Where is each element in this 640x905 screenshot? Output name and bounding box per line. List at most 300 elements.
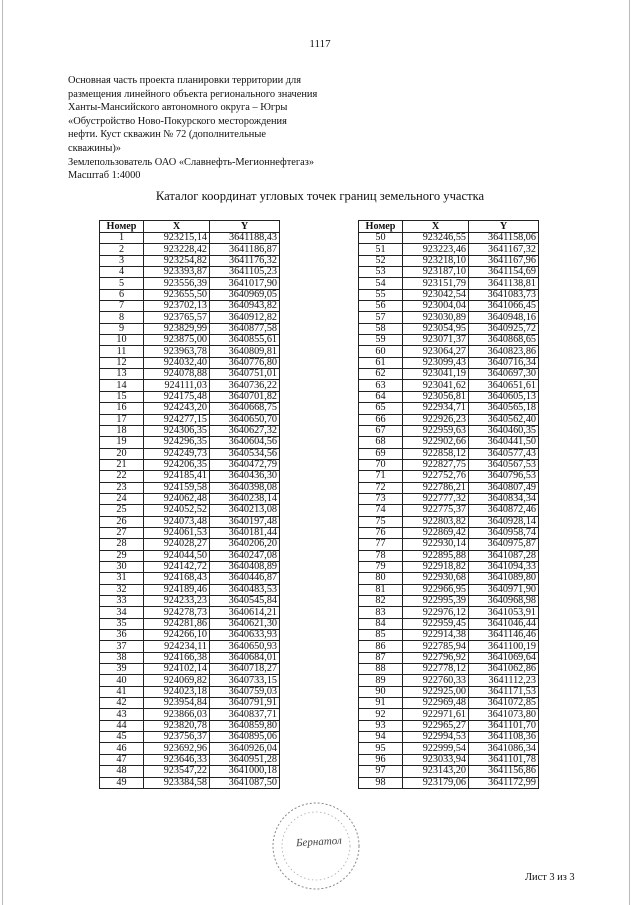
point-number: 80	[359, 573, 403, 584]
coordinate-y: 3640545,84	[210, 596, 280, 607]
coordinate-y: 3641105,23	[210, 267, 280, 278]
point-number: 2	[100, 244, 144, 255]
table-row	[100, 573, 280, 584]
coordinate-x: 923556,39	[144, 278, 210, 289]
coordinate-y: 3640238,14	[210, 493, 280, 504]
point-number: 48	[100, 766, 144, 777]
table-row	[359, 448, 539, 459]
point-number: 65	[359, 403, 403, 414]
coordinate-x: 922786,21	[403, 482, 469, 493]
table-row	[100, 652, 280, 663]
coordinate-y: 3640759,03	[210, 686, 280, 697]
coordinate-y: 3640807,49	[469, 482, 539, 493]
coordinate-y: 3640247,08	[210, 550, 280, 561]
coordinate-x: 924189,46	[144, 584, 210, 595]
coordinate-y: 3641171,53	[469, 686, 539, 697]
table-header-row	[359, 221, 539, 233]
coordinate-y: 3640483,53	[210, 584, 280, 595]
coordinate-y: 3640701,82	[210, 391, 280, 402]
coordinate-x: 923041,19	[403, 369, 469, 380]
coordinate-y: 3640627,32	[210, 425, 280, 436]
coordinate-y: 3640971,90	[469, 584, 539, 595]
coordinate-x: 923041,62	[403, 380, 469, 391]
point-number: 74	[359, 505, 403, 516]
coordinate-y: 3640562,40	[469, 414, 539, 425]
coordinate-x: 922930,14	[403, 539, 469, 550]
coordinate-y: 3640895,06	[210, 732, 280, 743]
coordinate-y: 3640791,91	[210, 698, 280, 709]
coordinate-y: 3641083,73	[469, 289, 539, 300]
coordinate-x: 924062,48	[144, 493, 210, 504]
coordinate-y: 3640776,80	[210, 357, 280, 368]
table-row	[359, 380, 539, 391]
coordinate-y: 3641101,78	[469, 754, 539, 765]
table-row	[359, 278, 539, 289]
coordinate-y: 3640534,56	[210, 448, 280, 459]
point-number: 7	[100, 301, 144, 312]
table-row	[100, 335, 280, 346]
coordinate-x: 924023,18	[144, 686, 210, 697]
point-number: 38	[100, 652, 144, 663]
coordinate-x: 924185,41	[144, 471, 210, 482]
coordinate-y: 3641046,44	[469, 618, 539, 629]
point-number: 6	[100, 289, 144, 300]
coordinate-y: 3640834,34	[469, 493, 539, 504]
coordinate-x: 923042,54	[403, 289, 469, 300]
coordinate-x: 923254,82	[144, 255, 210, 266]
table-row	[359, 369, 539, 380]
coordinate-y: 3641146,46	[469, 630, 539, 641]
coordinate-y: 3641094,33	[469, 561, 539, 572]
point-number: 12	[100, 357, 144, 368]
coordinate-y: 3641101,70	[469, 720, 539, 731]
table-row	[100, 493, 280, 504]
coordinate-x: 924102,14	[144, 664, 210, 675]
coordinates-table-left	[99, 220, 280, 789]
coordinate-y: 3641089,80	[469, 573, 539, 584]
point-number: 63	[359, 380, 403, 391]
point-number: 9	[100, 323, 144, 334]
coordinate-y: 3640868,65	[469, 335, 539, 346]
coordinate-y: 3640877,58	[210, 323, 280, 334]
coordinate-y: 3640912,82	[210, 312, 280, 323]
point-number: 88	[359, 664, 403, 675]
point-number: 20	[100, 448, 144, 459]
point-number: 95	[359, 743, 403, 754]
table-row	[100, 278, 280, 289]
point-number: 31	[100, 573, 144, 584]
table-row	[359, 391, 539, 402]
coordinate-x: 923820,78	[144, 720, 210, 731]
coordinate-y: 3641186,87	[210, 244, 280, 255]
coordinate-x: 923692,96	[144, 743, 210, 754]
point-number: 82	[359, 596, 403, 607]
coordinate-y: 3640716,34	[469, 357, 539, 368]
point-number: 79	[359, 561, 403, 572]
table-row	[359, 732, 539, 743]
coordinate-x: 924044,50	[144, 550, 210, 561]
point-number: 18	[100, 425, 144, 436]
point-number: 71	[359, 471, 403, 482]
coordinate-y: 3640809,81	[210, 346, 280, 357]
table-row	[100, 539, 280, 550]
table-row	[359, 618, 539, 629]
table-row	[100, 777, 280, 788]
point-number: 97	[359, 766, 403, 777]
coordinate-x: 922796,92	[403, 652, 469, 663]
point-number: 29	[100, 550, 144, 561]
point-number: 58	[359, 323, 403, 334]
point-number: 8	[100, 312, 144, 323]
table-row	[100, 607, 280, 618]
coordinate-x: 922926,23	[403, 414, 469, 425]
point-number: 55	[359, 289, 403, 300]
coordinate-y: 3641188,43	[210, 233, 280, 244]
page-number: 1117	[309, 38, 331, 50]
coordinate-x: 924166,38	[144, 652, 210, 663]
point-number: 70	[359, 459, 403, 470]
coordinate-y: 3640968,98	[469, 596, 539, 607]
point-number: 78	[359, 550, 403, 561]
coordinate-x: 924052,52	[144, 505, 210, 516]
point-number: 87	[359, 652, 403, 663]
coordinate-x: 922930,68	[403, 573, 469, 584]
coordinate-y: 3640650,93	[210, 641, 280, 652]
coordinate-y: 3641086,34	[469, 743, 539, 754]
point-number: 61	[359, 357, 403, 368]
coordinate-x: 923056,81	[403, 391, 469, 402]
table-row	[100, 482, 280, 493]
point-number: 56	[359, 301, 403, 312]
coordinate-y: 3641176,32	[210, 255, 280, 266]
column-header-number: Номер	[359, 221, 403, 233]
coordinate-x: 922803,82	[403, 516, 469, 527]
coordinate-x: 923151,79	[403, 278, 469, 289]
point-number: 73	[359, 493, 403, 504]
coordinate-x: 922827,75	[403, 459, 469, 470]
header-line: размещения линейного объекта регионального значения	[68, 88, 318, 100]
point-number: 59	[359, 335, 403, 346]
point-number: 43	[100, 709, 144, 720]
point-number: 40	[100, 675, 144, 686]
coordinate-x: 922995,39	[403, 596, 469, 607]
table-row	[359, 664, 539, 675]
point-number: 47	[100, 754, 144, 765]
coordinate-x: 923646,33	[144, 754, 210, 765]
table-row	[359, 596, 539, 607]
point-number: 92	[359, 709, 403, 720]
coordinate-y: 3641062,86	[469, 664, 539, 675]
coordinate-y: 3640668,75	[210, 403, 280, 414]
coordinate-y: 3640213,08	[210, 505, 280, 516]
table-row	[100, 664, 280, 675]
table-row	[359, 357, 539, 368]
table-row	[100, 686, 280, 697]
table-row	[100, 754, 280, 765]
coordinate-y: 3640855,61	[210, 335, 280, 346]
coordinate-x: 922999,54	[403, 743, 469, 754]
coordinate-x: 923143,20	[403, 766, 469, 777]
table-row	[359, 505, 539, 516]
coordinate-y: 3640621,30	[210, 618, 280, 629]
table-row	[359, 233, 539, 244]
table-row	[100, 403, 280, 414]
point-number: 15	[100, 391, 144, 402]
coordinate-x: 924028,27	[144, 539, 210, 550]
column-header-number: Номер	[100, 221, 144, 233]
coordinate-y: 3640958,74	[469, 527, 539, 538]
coordinate-y: 3641087,28	[469, 550, 539, 561]
point-number: 13	[100, 369, 144, 380]
coordinate-x: 924296,35	[144, 437, 210, 448]
point-number: 10	[100, 335, 144, 346]
coordinate-x: 922777,32	[403, 493, 469, 504]
coordinate-x: 922785,94	[403, 641, 469, 652]
coordinate-x: 924233,23	[144, 596, 210, 607]
coordinate-y: 3640605,13	[469, 391, 539, 402]
coordinate-x: 923393,87	[144, 267, 210, 278]
coordinate-y: 3641053,91	[469, 607, 539, 618]
table-row	[100, 425, 280, 436]
point-number: 4	[100, 267, 144, 278]
coordinate-y: 3641156,86	[469, 766, 539, 777]
table-row	[100, 323, 280, 334]
point-number: 85	[359, 630, 403, 641]
point-number: 5	[100, 278, 144, 289]
coordinate-x: 924159,58	[144, 482, 210, 493]
coordinate-x: 924168,43	[144, 573, 210, 584]
point-number: 11	[100, 346, 144, 357]
coordinate-y: 3640837,71	[210, 709, 280, 720]
table-row	[100, 766, 280, 777]
table-row	[359, 777, 539, 788]
coordinate-x: 923071,37	[403, 335, 469, 346]
table-row	[359, 709, 539, 720]
coordinate-x: 923246,55	[403, 233, 469, 244]
table-row	[359, 584, 539, 595]
coordinate-y: 3641158,06	[469, 233, 539, 244]
coordinate-x: 923866,03	[144, 709, 210, 720]
table-row	[100, 346, 280, 357]
coordinate-y: 3641073,80	[469, 709, 539, 720]
point-number: 26	[100, 516, 144, 527]
table-row	[100, 618, 280, 629]
coordinate-y: 3640577,43	[469, 448, 539, 459]
coordinate-x: 924175,48	[144, 391, 210, 402]
point-number: 81	[359, 584, 403, 595]
coordinate-x: 923099,43	[403, 357, 469, 368]
table-row	[359, 471, 539, 482]
point-number: 3	[100, 255, 144, 266]
coordinate-y: 3641172,99	[469, 777, 539, 788]
point-number: 37	[100, 641, 144, 652]
table-row	[359, 312, 539, 323]
point-number: 36	[100, 630, 144, 641]
coordinate-y: 3640614,21	[210, 607, 280, 618]
point-number: 22	[100, 471, 144, 482]
coordinate-x: 922775,37	[403, 505, 469, 516]
coordinate-x: 922895,88	[403, 550, 469, 561]
point-number: 50	[359, 233, 403, 244]
coordinate-y: 3640859,80	[210, 720, 280, 731]
coordinate-x: 923702,13	[144, 301, 210, 312]
coordinate-x: 924243,20	[144, 403, 210, 414]
left-page-edge	[2, 0, 3, 905]
table-row	[359, 244, 539, 255]
table-row	[359, 493, 539, 504]
coordinate-x: 923829,99	[144, 323, 210, 334]
coordinate-x: 924306,35	[144, 425, 210, 436]
header-line: нефти. Куст скважин № 72 (дополнительные	[68, 129, 266, 141]
table-row	[100, 596, 280, 607]
table-row	[359, 652, 539, 663]
coordinate-y: 3641069,64	[469, 652, 539, 663]
coordinate-x: 923765,57	[144, 312, 210, 323]
coordinate-y: 3640951,28	[210, 754, 280, 765]
coordinate-y: 3640925,72	[469, 323, 539, 334]
point-number: 91	[359, 698, 403, 709]
coordinate-x: 924266,10	[144, 630, 210, 641]
coordinate-x: 924111,03	[144, 380, 210, 391]
coordinate-y: 3641167,96	[469, 255, 539, 266]
coordinate-x: 924281,86	[144, 618, 210, 629]
coordinate-y: 3641066,45	[469, 301, 539, 312]
point-number: 33	[100, 596, 144, 607]
table-row	[100, 267, 280, 278]
coordinate-y: 3640460,35	[469, 425, 539, 436]
table-row	[359, 754, 539, 765]
coordinate-y: 3640651,61	[469, 380, 539, 391]
coordinate-y: 3641072,85	[469, 698, 539, 709]
catalog-title: Каталог координат угловых точек границ земельного участка	[155, 189, 485, 203]
point-number: 54	[359, 278, 403, 289]
header-line: «Обустройство Ново-Покурского месторождения	[68, 115, 287, 127]
table-row	[359, 482, 539, 493]
table-row	[100, 437, 280, 448]
header-line: Масштаб 1:4000	[68, 170, 141, 182]
table-row	[100, 527, 280, 538]
point-number: 89	[359, 675, 403, 686]
table-row	[359, 346, 539, 357]
coordinate-y: 3640718,27	[210, 664, 280, 675]
table-row	[359, 675, 539, 686]
coordinate-x: 924061,53	[144, 527, 210, 538]
point-number: 14	[100, 380, 144, 391]
point-number: 49	[100, 777, 144, 788]
table-row	[359, 323, 539, 334]
point-number: 35	[100, 618, 144, 629]
coordinate-y: 3640567,53	[469, 459, 539, 470]
header-line: Ханты-Мансийского автономного округа – Югры	[68, 102, 288, 114]
point-number: 86	[359, 641, 403, 652]
coordinate-x: 923187,10	[403, 267, 469, 278]
point-number: 72	[359, 482, 403, 493]
table-row	[100, 289, 280, 300]
point-number: 57	[359, 312, 403, 323]
point-number: 21	[100, 459, 144, 470]
table-row	[359, 516, 539, 527]
point-number: 93	[359, 720, 403, 731]
table-row	[359, 539, 539, 550]
coordinate-y: 3640604,56	[210, 437, 280, 448]
coordinate-x: 923223,46	[403, 244, 469, 255]
table-row	[100, 516, 280, 527]
coordinate-x: 923064,27	[403, 346, 469, 357]
point-number: 51	[359, 244, 403, 255]
table-row	[100, 584, 280, 595]
point-number: 34	[100, 607, 144, 618]
table-row	[359, 289, 539, 300]
point-number: 32	[100, 584, 144, 595]
table-row	[100, 448, 280, 459]
point-number: 27	[100, 527, 144, 538]
coordinate-y: 3641100,19	[469, 641, 539, 652]
header-line: Землепользователь ОАО «Славнефть-Мегионнефтегаз»	[68, 156, 315, 168]
table-row	[359, 720, 539, 731]
coordinate-x: 924278,73	[144, 607, 210, 618]
coordinate-x: 924234,11	[144, 641, 210, 652]
coordinate-x: 922778,12	[403, 664, 469, 675]
point-number: 96	[359, 754, 403, 765]
coordinate-x: 924249,73	[144, 448, 210, 459]
table-row	[100, 732, 280, 743]
table-row	[359, 607, 539, 618]
table-row	[359, 698, 539, 709]
header-line: Основная часть проекта планировки территории для	[68, 75, 301, 86]
coordinate-x: 924206,35	[144, 459, 210, 470]
point-number: 67	[359, 425, 403, 436]
right-page-edge	[629, 0, 630, 905]
point-number: 46	[100, 743, 144, 754]
point-number: 24	[100, 493, 144, 504]
column-header-y: Y	[210, 221, 280, 233]
point-number: 23	[100, 482, 144, 493]
point-number: 1	[100, 233, 144, 244]
table-row	[100, 641, 280, 652]
coordinate-y: 3641087,50	[210, 777, 280, 788]
table-row	[359, 301, 539, 312]
coordinate-x: 923033,94	[403, 754, 469, 765]
coordinate-y: 3641017,90	[210, 278, 280, 289]
coordinate-y: 3641167,32	[469, 244, 539, 255]
coordinate-y: 3640928,14	[469, 516, 539, 527]
document-header	[68, 74, 358, 183]
table-row	[100, 720, 280, 731]
table-header-row	[100, 221, 280, 233]
coordinate-x: 923547,22	[144, 766, 210, 777]
table-row	[100, 630, 280, 641]
coordinate-x: 922934,71	[403, 403, 469, 414]
table-row	[100, 743, 280, 754]
point-number: 75	[359, 516, 403, 527]
table-row	[359, 267, 539, 278]
coordinate-y: 3640436,30	[210, 471, 280, 482]
table-row	[100, 675, 280, 686]
coordinate-y: 3640650,70	[210, 414, 280, 425]
point-number: 28	[100, 539, 144, 550]
table-row	[100, 233, 280, 244]
coordinate-x: 923004,04	[403, 301, 469, 312]
point-number: 25	[100, 505, 144, 516]
coordinate-x: 923030,89	[403, 312, 469, 323]
coordinate-x: 922925,00	[403, 686, 469, 697]
coordinate-y: 3640206,20	[210, 539, 280, 550]
coordinate-x: 922959,63	[403, 425, 469, 436]
coordinate-x: 923384,58	[144, 777, 210, 788]
coordinate-x: 923875,00	[144, 335, 210, 346]
coordinate-x: 922976,12	[403, 607, 469, 618]
header-line: скважины)»	[68, 142, 121, 154]
